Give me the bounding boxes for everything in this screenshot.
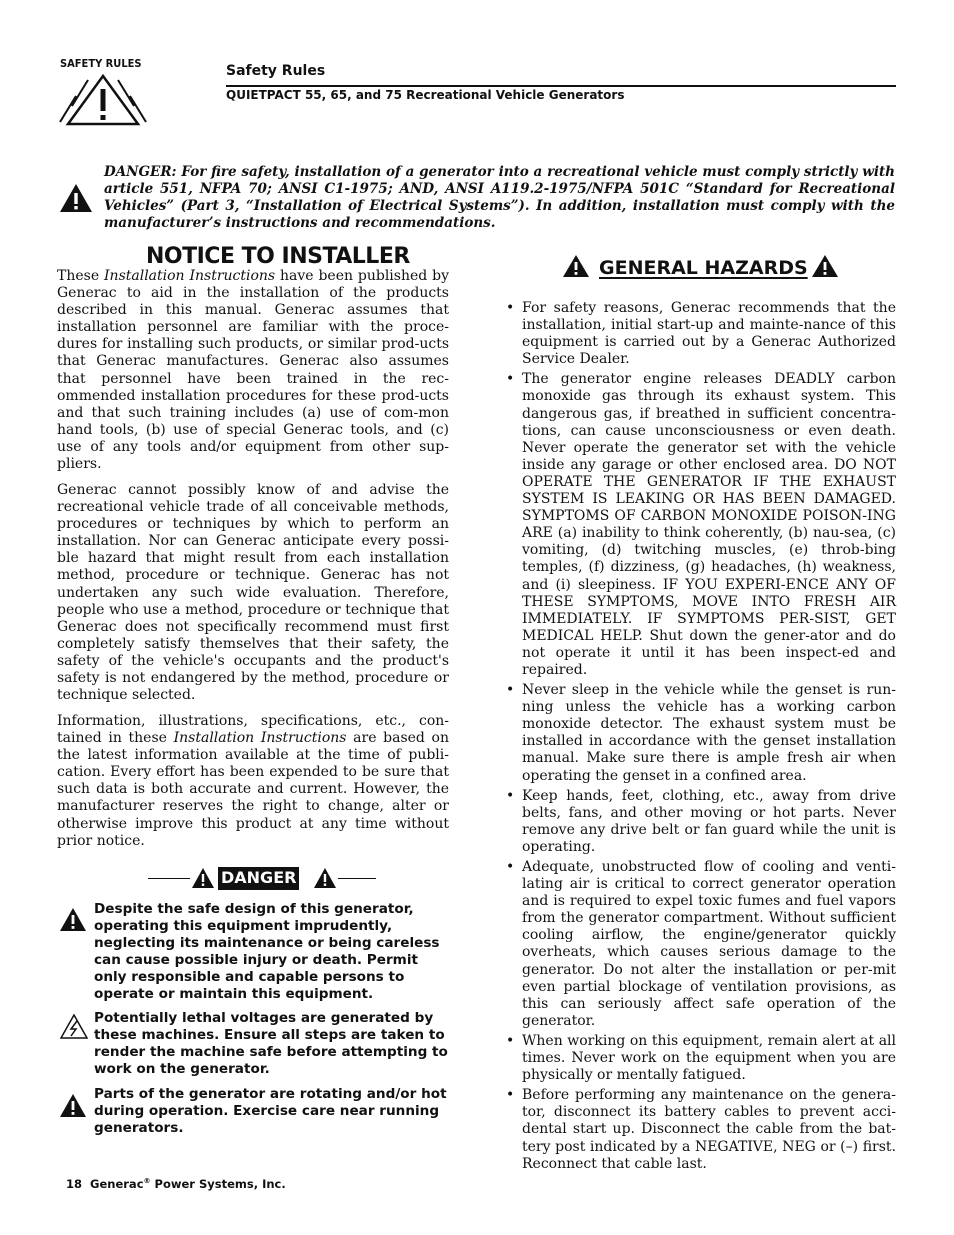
warning-triangle-icon [313,867,337,889]
warning-triangle-icon [191,867,215,889]
list-item: • Adequate, unobstructed flow of cooling and venti-lating air is critical to correct generator operation and is required to expel toxic fumes and fuel vapors from the generator compartment. Without sufficient cooling airflow, the engine/generator quickly overheats, which causes serious damage to the generator. Do not alter the installation or per-mit even partial blockage of ventilation provisions, as this can seriously affect safe operation of the generator. [504,859,896,1030]
page-footer: 18 Generac® Power Systems, Inc. [66,1177,286,1191]
general-hazards-title: GENERAL HAZARDS [599,257,808,279]
warning-triangle-icon [59,907,87,932]
notice-title: NOTICE TO INSTALLER [146,244,410,269]
notice-paragraph-2: Generac cannot possibly know of and advise the recreational vehicle trade of all conceivable methods, procedures or techniques by which to perform an installation. Nor can Generac anticipate every possi-ble hazard that might result from each installation method, procedure or technique. Generac has not undertaken any such wide evaluation. Therefore, people who use a method, procedure or technique that Generac does not specifically recommend must first completely satisfy themselves that their safety, the safety of the vehicle's occupants and the product's safety is not endangered by the method, procedure or technique selected. [57,482,449,704]
header-title: Safety Rules [226,63,326,79]
danger-item-injury: Despite the safe design of this generator, operating this equipment imprudently, neglecting its maintenance or being careless can cause possible injury or death. Permit only responsible and capable persons to operate or maintain this equipment. [94,901,440,1003]
danger-label: DANGER [218,867,299,890]
danger-rule-right [338,878,376,879]
list-item: • The generator engine releases DEADLY carbon monoxide gas through its exhaust system. This dangerous gas, if breathed in sufficient concentra-tions, can cause unconsciousness or even death. Never operate the generator set with the vehicle inside any garage or other enclosed area. DO NOT OPERATE THE GENERATOR IF THE EXHAUST SYSTEM IS LEAKING OR HAS BEEN DAMAGED. SYMPTOMS OF CARBON MONOXIDE POISON-ING ARE (a) inability to think coherently, (b) nau-sea, (c) vomiting, (d) twitching muscles, (e) throb-bing temples, (f) dizziness, (g) headaches, (h) weakness, and (i) sleepiness. IF YOU EXPERI-ENCE ANY OF THESE SYMPTOMS, MOVE INTO FRESH AIR IMMEDIATELY. IF SYMPTOMS PER-SIST, GET MEDICAL HELP. Shut down the gener-ator and do not operate it until it has been inspect-ed and repaired. [504,371,896,679]
electrical-hazard-icon [60,1014,88,1039]
warning-triangle-icon [811,254,839,278]
safety-rules-logo-icon [58,72,148,128]
danger-rule-left [148,878,190,879]
warning-triangle-icon [562,254,590,278]
page-number: 18 [66,1177,83,1191]
top-danger-notice: DANGER: For fire safety, installation of a generator into a recreational vehicle must comply strictly with article 551, NFPA 70; ANSI C1-1975; AND, ANSI A119.2-1975/NFPA 501C “Standard for Recreational Vehicles” (Part 3, “Installation of Electrical Systems”). In addition, installation must comply with the manufacturer’s instructions and recommendations. [104,164,895,231]
logo-label: SAFETY RULES [60,57,142,70]
list-item: • For safety reasons, Generac recommends that the installation, initial start-up and mainte-nance of this equipment is carried out by a Generac Authorized Service Dealer. [504,300,896,368]
list-item: • Keep hands, feet, clothing, etc., away from drive belts, fans, and other moving or hot parts. Never remove any drive belt or fan guard while the unit is operating. [504,788,896,856]
danger-item-rotating-parts: Parts of the generator are rotating and/or hot during operation. Exercise care near running generators. [94,1086,447,1137]
header-subtitle: QUIETPACT 55, 65, and 75 Recreational Vehicle Generators [226,88,625,102]
notice-paragraph-1: These Installation Instructions have been published by Generac to aid in the installation of the products described in this manual. Generac assumes that installation personnel are familiar with the proce-dures for installing such products, or similar prod-ucts that Generac manufactures. Generac also assumes that personnel have been trained in the rec-ommended installation procedures for these prod-ucts and that such training includes (a) use of com-mon hand tools, (b) use of special Generac tools, and (c) use of any tools and/or equipment from other sup-pliers. [57,268,450,473]
header-rule [226,85,896,87]
list-item: • When working on this equipment, remain alert at all times. Never work on the equipment when you are physically or mentally fatigued. [504,1033,896,1084]
danger-item-voltage: Potentially lethal voltages are generated by these machines. Ensure all steps are taken to render the machine safe before attempting to work on the generator. [94,1010,448,1078]
notice-paragraph-3: Information, illustrations, specifications, etc., con-tained in these Installation Instructions are based on the latest information available at the time of publi-cation. Every effort has been expended to be sure that such data is both accurate and current. However, the manufacturer reserves the right to change, alter or otherwise improve this product at any time without prior notice. [57,713,449,849]
warning-triangle-icon [59,1093,87,1118]
list-item: • Never sleep in the vehicle while the genset is run-ning unless the vehicle has a working carbon monoxide detector. The exhaust system must be installed in accordance with the genset installation manual. Make sure there is ample fresh air when operating the genset in a confined area. [504,682,896,785]
general-hazards-list [504,300,896,1176]
warning-triangle-icon [59,183,93,213]
list-item: • Before performing any maintenance on the genera-tor, disconnect its battery cables to prevent acci-dental start up. Disconnect the cable from the bat-tery post indicated by a NEGATIVE, NEG or (–) first. Reconnect that cable last. [504,1087,896,1172]
